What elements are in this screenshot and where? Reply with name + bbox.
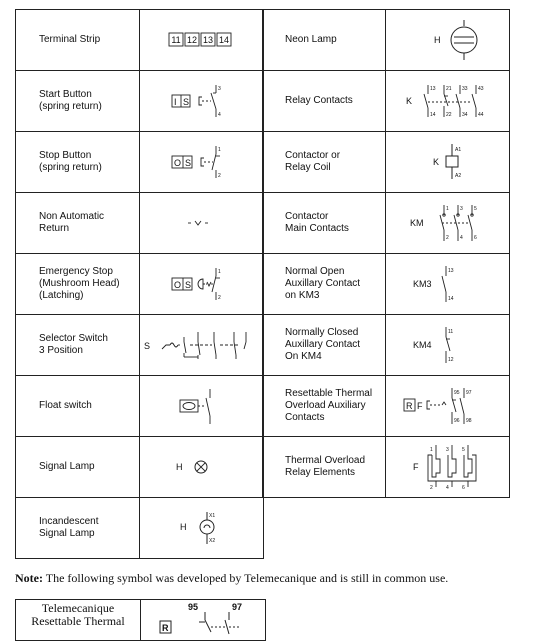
telemecanique-table [15,599,266,641]
svg-text:R: R [162,623,169,633]
start-button-symbol [140,71,264,132]
contactor-main-contacts-icon [386,193,510,253]
svg-text:34: 34 [462,112,468,118]
svg-text:14: 14 [448,296,454,302]
svg-text:97: 97 [232,602,243,612]
selector-switch-symbol [140,315,264,376]
incandescent-lamp-symbol [140,498,264,559]
svg-text:96: 96 [454,418,460,424]
svg-text:95: 95 [188,602,199,612]
left-symbol-table [15,9,264,559]
svg-text:5: 5 [474,206,477,212]
signal-lamp-symbol [140,437,264,498]
selector-switch-label: Selector Switch 3 Position [16,315,140,376]
svg-text:21: 21 [446,86,452,92]
table-row [16,10,264,71]
table-row [263,254,510,315]
svg-text:11: 11 [448,329,454,335]
svg-text:5: 5 [462,447,465,453]
incandescent-lamp-icon [140,498,264,558]
svg-text:98: 98 [466,418,472,424]
svg-text:6: 6 [474,235,477,241]
svg-text:F: F [417,401,423,411]
start-button-label: Start Button (spring return) [16,71,140,132]
normal-open-aux-label: Normal Open Auxillary Contact on KM3 [263,254,386,315]
svg-text:O: O [174,158,182,168]
resettable-thermal-symbol [386,376,510,437]
svg-text:13: 13 [448,268,454,274]
table-row [16,132,264,193]
relay-contacts-label: Relay Contacts [263,71,386,132]
svg-text:6: 6 [462,485,465,491]
non-automatic-return-label: Non Automatic Return [16,193,140,254]
right-symbol-table [262,9,510,498]
svg-text:97: 97 [466,390,472,396]
symbol-table [15,9,509,555]
stop-button-label: Stop Button (spring return) [16,132,140,193]
svg-text:O: O [174,280,182,290]
svg-text:2: 2 [430,485,433,491]
relay-contacts-icon [386,71,510,131]
non-automatic-return-symbol [140,193,264,254]
svg-text:H: H [180,522,187,532]
table-row [16,71,264,132]
stop-button-icon [140,132,264,192]
non-automatic-return-icon [140,193,264,253]
svg-text:H: H [434,35,441,45]
svg-text:KM4: KM4 [413,340,432,350]
emergency-stop-label: Emergency Stop (Mushroom Head) (Latching) [16,254,140,315]
table-row [16,193,264,254]
svg-text:F: F [413,462,419,472]
svg-text:A1: A1 [455,147,462,153]
normally-closed-aux-icon [386,315,510,375]
thermal-overload-symbol [386,437,510,498]
note-paragraph [15,571,448,586]
normal-open-aux-icon [386,254,510,314]
svg-text:3: 3 [218,86,221,92]
resettable-thermal-label: Resettable Thermal Overload Auxiliary Contacts [263,376,386,437]
table-row [263,10,510,71]
note-text: The following symbol was developed by Telemecanique and is still in common use. [42,571,449,585]
svg-text:2: 2 [218,173,221,179]
terminal-14-text: 14 [218,35,230,45]
svg-text:1: 1 [446,206,449,212]
start-button-icon [140,71,264,131]
thermal-overload-icon [386,437,510,497]
neon-lamp-symbol [386,10,510,71]
signal-lamp-icon [140,437,264,497]
svg-text:44: 44 [478,112,484,118]
neon-lamp-label: Neon Lamp [263,10,386,71]
terminal-strip-icon [140,10,264,70]
stop-button-symbol [140,132,264,193]
svg-text:33: 33 [462,86,468,92]
contactor-main-contacts-label: Contactor Main Contacts [263,193,386,254]
normally-closed-aux-label: Normally Closed Auxillary Contact On KM4 [263,315,386,376]
terminal-11-text: 11 [171,35,181,45]
incandescent-lamp-label: Incandescent Signal Lamp [16,498,140,559]
svg-text:14: 14 [430,112,436,118]
table-row [263,437,510,498]
thermal-overload-label: Thermal Overload Relay Elements [263,437,386,498]
float-switch-label: Float switch [16,376,140,437]
svg-text:2: 2 [446,235,449,241]
svg-text:A2: A2 [455,173,462,179]
svg-text:K: K [433,157,440,167]
emergency-stop-symbol [140,254,264,315]
relay-contacts-symbol [386,71,510,132]
svg-text:KM: KM [410,218,424,228]
svg-text:S: S [185,158,192,168]
telemecanique-symbol-icon [141,600,265,640]
svg-text:S: S [144,341,151,351]
table-row [16,376,264,437]
table-row [16,315,264,376]
table-row [263,376,510,437]
svg-text:X2: X2 [209,538,216,544]
svg-text:4: 4 [446,485,449,491]
terminal-13-text: 13 [202,35,214,45]
svg-text:2: 2 [218,295,221,301]
svg-text:KM3: KM3 [413,279,432,289]
table-row [263,315,510,376]
float-switch-symbol [140,376,264,437]
signal-lamp-label: Signal Lamp [16,437,140,498]
svg-text:12: 12 [448,357,454,363]
table-row [16,254,264,315]
svg-text:95: 95 [454,390,460,396]
svg-text:R: R [406,401,413,411]
svg-text:43: 43 [478,86,484,92]
terminal-strip-symbol [140,10,264,71]
table-row [16,498,264,559]
svg-text:4: 4 [218,112,221,118]
svg-text:22: 22 [446,112,452,118]
svg-text:1: 1 [218,269,221,275]
contactor-main-contacts-symbol [386,193,510,254]
contactor-coil-symbol [386,132,510,193]
svg-text:X1: X1 [209,513,216,519]
svg-text:1: 1 [218,147,221,153]
selector-switch-icon [140,315,264,375]
table-row [263,132,510,193]
svg-text:1: 1 [430,447,433,453]
float-switch-icon [140,376,264,436]
table-row [16,437,264,498]
emergency-stop-icon [140,254,264,314]
svg-text:I: I [174,97,177,107]
svg-text:3: 3 [460,206,463,212]
contactor-coil-icon [386,132,510,192]
normally-closed-aux-symbol [386,315,510,376]
svg-text:13: 13 [430,86,436,92]
neon-lamp-icon [386,10,510,70]
contactor-coil-label: Contactor or Relay Coil [263,132,386,193]
terminal-strip-label: Terminal Strip [16,10,140,71]
svg-text:4: 4 [460,235,463,241]
terminal-12-text: 12 [186,35,198,45]
svg-text:H: H [176,462,183,472]
note-label: Note: [15,571,43,585]
svg-text:3: 3 [446,447,449,453]
resettable-thermal-icon [386,376,510,436]
telemecanique-label: Telemecanique Resettable Thermal [16,600,141,640]
svg-text:S: S [185,280,192,290]
svg-text:S: S [183,97,190,107]
normal-open-aux-symbol [386,254,510,315]
table-row [263,193,510,254]
table-row [263,71,510,132]
svg-text:K: K [406,96,413,106]
